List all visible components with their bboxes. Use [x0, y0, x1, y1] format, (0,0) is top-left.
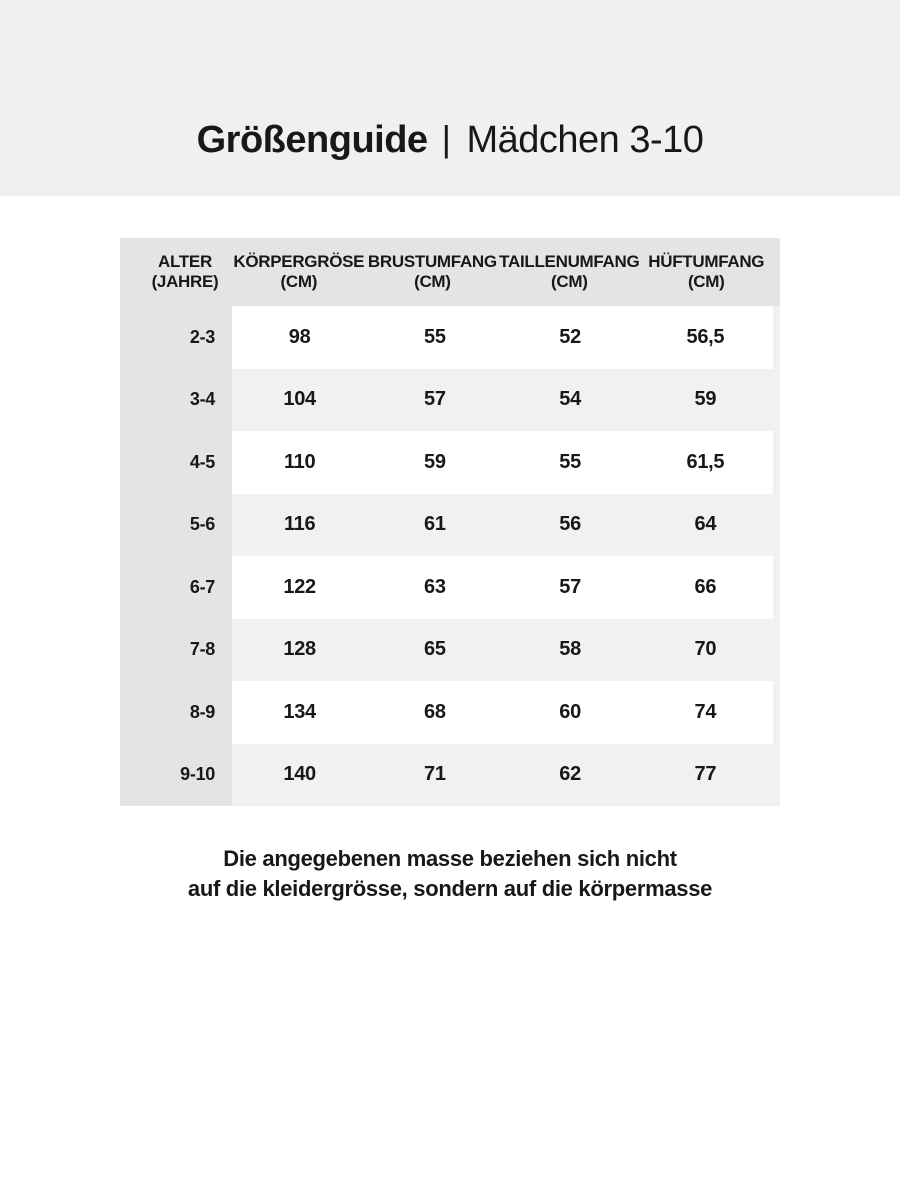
- disclaimer-line-1: Die angegebenen masse beziehen sich nicht: [223, 846, 677, 871]
- table-row: [120, 556, 780, 619]
- cell-hueftumfang: 59: [694, 388, 717, 411]
- cell-taillenumfang: 57: [559, 575, 581, 598]
- cell-brustumfang: 61: [424, 513, 446, 536]
- cell-hueftumfang: 64: [694, 513, 717, 536]
- row-data: [232, 556, 780, 619]
- row-data: [232, 306, 780, 369]
- column-header-age: [120, 238, 232, 306]
- cell-koerpergroese: 140: [283, 763, 316, 786]
- column-header-unit: (CM): [551, 272, 588, 291]
- cell-brustumfang: 57: [424, 388, 446, 411]
- cell-age: 2-3: [120, 306, 232, 369]
- cell-brustumfang: 71: [424, 763, 446, 786]
- cell-taillenumfang: 56: [559, 513, 581, 536]
- cell-koerpergroese: 110: [283, 450, 316, 473]
- cell-taillenumfang: 58: [559, 638, 581, 661]
- cell-koerpergroese: 128: [283, 638, 316, 661]
- cell-brustumfang: 68: [424, 700, 446, 723]
- cell-age: 5-6: [120, 494, 232, 557]
- table-row: [120, 306, 780, 369]
- table-row: [120, 369, 780, 432]
- title-separator: |: [441, 117, 451, 159]
- row-data: [232, 431, 780, 494]
- size-guide-table: [120, 238, 780, 806]
- cell-koerpergroese: 104: [283, 388, 316, 411]
- cell-brustumfang: 65: [424, 638, 446, 661]
- cell-brustumfang: 59: [424, 450, 446, 473]
- column-header-taillenumfang: [499, 238, 639, 306]
- cell-age: 8-9: [120, 681, 232, 744]
- cell-koerpergroese: 116: [283, 513, 316, 536]
- cell-brustumfang: 63: [424, 575, 446, 598]
- row-data: [232, 619, 780, 682]
- cell-age: 4-5: [120, 431, 232, 494]
- cell-hueftumfang: 61,5: [686, 450, 725, 473]
- page-title: [197, 119, 704, 162]
- cell-taillenumfang: 62: [559, 763, 581, 786]
- table-body: [120, 306, 780, 806]
- column-header-label: HÜFTUMFANG: [648, 252, 765, 271]
- cell-taillenumfang: 52: [559, 325, 581, 348]
- table-header-row: [120, 238, 780, 306]
- cell-age: 3-4: [120, 369, 232, 432]
- row-data: [232, 681, 780, 744]
- table-row: [120, 744, 780, 807]
- cell-koerpergroese: 122: [283, 575, 316, 598]
- disclaimer-line-2: auf die kleidergrösse, sondern auf die körpermasse: [187, 876, 713, 901]
- cell-brustumfang: 55: [424, 325, 446, 348]
- column-header-unit: (CM): [687, 272, 725, 291]
- cell-hueftumfang: 70: [694, 638, 717, 661]
- cell-koerpergroese: 98: [288, 325, 311, 348]
- table-row: [120, 431, 780, 494]
- column-header-hueftumfang: [639, 238, 773, 306]
- table-row: [120, 494, 780, 557]
- column-header-label: ALTER: [158, 252, 212, 271]
- row-data: [232, 369, 780, 432]
- row-data: [232, 744, 780, 807]
- header-band: [0, 0, 900, 196]
- cell-koerpergroese: 134: [283, 700, 316, 723]
- cell-age: 6-7: [120, 556, 232, 619]
- cell-age: 7-8: [120, 619, 232, 682]
- column-header-unit: (JAHRE): [151, 272, 219, 291]
- cell-hueftumfang: 66: [694, 575, 717, 598]
- cell-hueftumfang: 74: [694, 700, 717, 723]
- column-header-label: BRUSTUMFANG: [367, 252, 497, 271]
- cell-taillenumfang: 60: [559, 700, 581, 723]
- column-header-brustumfang: [366, 238, 500, 306]
- page-title-bold: Größenguide: [196, 118, 428, 161]
- column-header-unit: (CM): [414, 272, 451, 291]
- cell-taillenumfang: 54: [559, 388, 581, 411]
- column-header-label: KÖRPERGRÖSE: [233, 252, 365, 271]
- column-header-label: TAILLENUMFANG: [499, 252, 640, 271]
- cell-hueftumfang: 77: [694, 763, 717, 786]
- cell-taillenumfang: 55: [559, 450, 581, 473]
- row-data: [232, 494, 780, 557]
- table-row: [120, 681, 780, 744]
- page-title-subtitle: Mädchen 3-10: [466, 118, 704, 161]
- cell-age: 9-10: [120, 744, 232, 807]
- cell-hueftumfang: 56,5: [686, 325, 725, 348]
- measurement-disclaimer: [0, 844, 900, 904]
- column-header-unit: (CM): [280, 272, 318, 291]
- column-header-koerpergroese: [232, 238, 366, 306]
- table-row: [120, 619, 780, 682]
